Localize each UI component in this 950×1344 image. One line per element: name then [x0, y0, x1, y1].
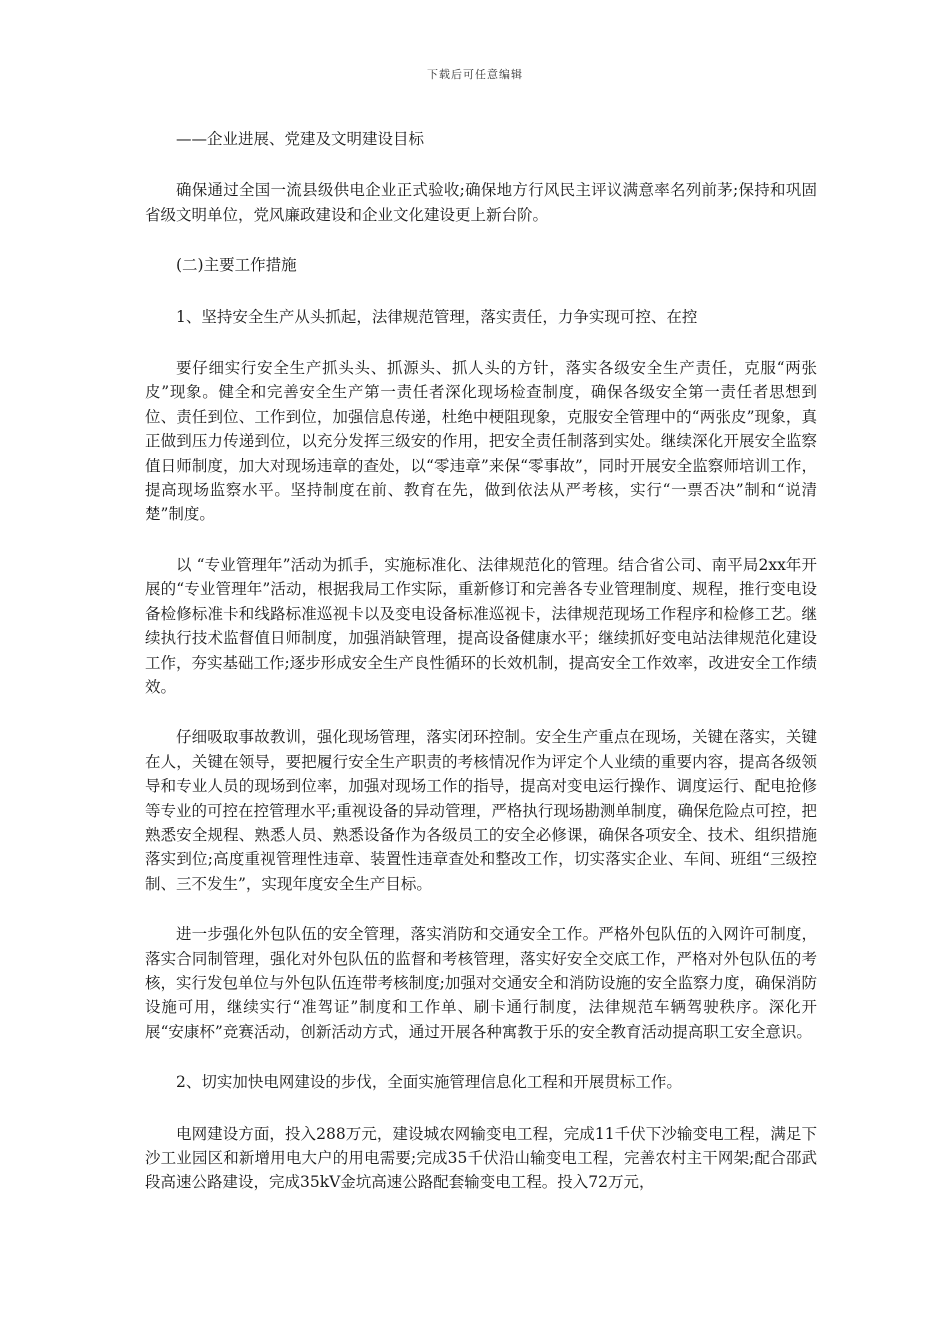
paragraph: 电网建设方面，投入288万元，建设城农网输变电工程，完成11千伏下沙输变电工程，满足下沙工业园区和新增用电大户的用电需要;完成35千伏沿山输变电工程，完善农村主干网架;配合邵武段高速公路建设，完成35kV金坑高速公路配套输变电工程。投入72万元， [145, 1124, 817, 1192]
document-body [145, 127, 817, 1221]
paragraph: 进一步强化外包队伍的安全管理，落实消防和交通安全工作。严格外包队伍的入网许可制度，落实合同制管理，强化对外包队伍的监督和考核管理，落实好安全交底工作，严格对外包队伍的考核，实行发包单位与外包队伍连带考核制度;加强对交通安全和消防设施的安全监察力度，确保消防设施可用，继续实行“准驾证”制度和工作单、刷卡通行制度，法律规范车辆驾驶秩序。深化开展“安康杯”竞赛活动，创新活动方式，通过开展各种寓教于乐的安全教育活动提高职工安全意识。 [145, 925, 817, 1041]
paragraph: 仔细吸取事故教训，强化现场管理，落实闭环控制。安全生产重点在现场，关键在落实，关键在人，关键在领导，要把履行安全生产职责的考核情况作为评定个人业绩的重要内容，提高各级领导和专业人员的现场到位率，加强对现场工作的指导，提高对变电运行操作、调度运行、配电抢修等专业的可控在控管理水平;重视设备的异动管理，严格执行现场勘测单制度，确保危险点可控，把熟悉安全规程、熟悉人员、熟悉设备作为各级员工的安全必修课，确保各项安全、技术、组织措施落实到位;高度重视管理性违章、装置性违章查处和整改工作，切实落实企业、车间、班组“三级控制、三不发生”，实现年度安全生产目标。 [145, 728, 817, 893]
page-header: 下载后可任意编辑 [427, 68, 523, 81]
section-heading: (二)主要工作措施 [176, 256, 297, 275]
paragraph: 确保通过全国一流县级供电企业正式验收;确保地方行风民主评议满意率名列前茅;保持和巩固省级文明单位，党风廉政建设和企业文化建设更上新台阶。 [145, 181, 817, 224]
paragraph: 要仔细实行安全生产抓头头、抓源头、抓人头的方针，落实各级安全生产责任，克服“两张皮”现象。健全和完善安全生产第一责任者深化现场检查制度，确保各级安全第一责任者思想到位、责任到位、工作到位，加强信息传递，杜绝中梗阻现象，克服安全管理中的“两张皮”现象，真正做到压力传递到位，以充分发挥三级安的作用，把安全责任制落到实处。继续深化开展安全监察值日师制度，加大对现场违章的查处，以“零违章”来保“零事故”，同时开展安全监察师培训工作，提高现场监察水平。坚持制度在前、教育在先，做到依法从严考核，实行“一票否决”制和“说清楚”制度。 [145, 359, 817, 524]
section-heading: 2、切实加快电网建设的步伐，全面实施管理信息化工程和开展贯标工作。 [176, 1073, 682, 1092]
paragraph: 以 “专业管理年”活动为抓手，实施标准化、法律规范化的管理。结合省公司、南平局2xx年开展的“专业管理年”活动，根据我局工作实际，重新修订和完善各专业管理制度、规程，推行变电设备检修标准卡和线路标准巡视卡以及变电设备标准巡视卡，法律规范现场工作程序和检修工艺。继续执行技术监督值日师制度，加强消缺管理，提高设备健康水平；继续抓好变电站法律规范化建设工作，夯实基础工作;逐步形成安全生产良性循环的长效机制，提高安全工作效率，改进安全工作绩效。 [145, 555, 817, 696]
section-heading: ——企业进展、党建及文明建设目标 [176, 130, 425, 148]
section-heading: 1、坚持安全生产从头抓起，法律规范管理，落实责任，力争实现可控、在控 [176, 307, 698, 326]
